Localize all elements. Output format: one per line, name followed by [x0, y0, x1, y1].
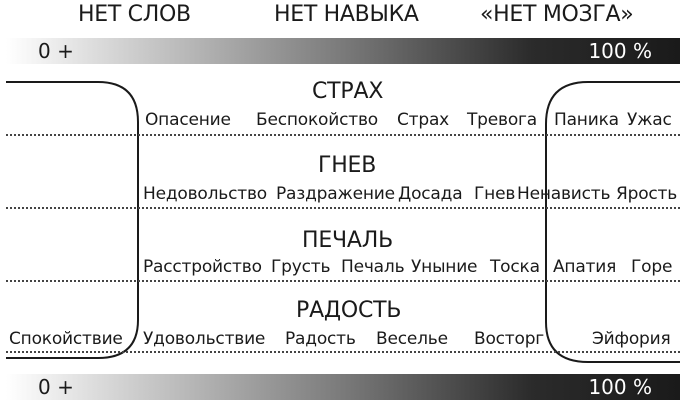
term-anxiety: Тревога: [467, 110, 538, 130]
header-label-no-skill: НЕТ НАВЫКА: [274, 2, 419, 27]
term-grief: Горе: [631, 257, 673, 277]
row-divider-sadness: [6, 280, 680, 282]
header-label-no-brain: «НЕТ МОЗГА»: [480, 2, 634, 27]
term-rage: Ярость: [616, 184, 678, 204]
intensity-scale-bottom: [6, 374, 680, 400]
term-panic: Паника: [554, 110, 619, 130]
term-despondency: Уныние: [411, 257, 478, 277]
term-annoyance: Досада: [398, 184, 463, 204]
group-title-anger: ГНЕВ: [318, 153, 377, 178]
term-hatred: Ненависть: [517, 184, 611, 204]
term-horror: Ужас: [627, 110, 672, 130]
scale-min-label: 0 +: [38, 39, 74, 63]
scale-max-label: 100 %: [588, 39, 652, 63]
term-calm: Спокойствие: [9, 329, 123, 349]
term-euphoria: Эйфория: [592, 329, 671, 349]
term-worry: Беспокойство: [256, 110, 378, 130]
term-displeasure: Недовольство: [143, 184, 267, 204]
term-anger: Гнев: [474, 184, 516, 204]
row-divider-anger: [6, 207, 680, 209]
left-bracket: [6, 82, 138, 358]
scale-max-label-bottom: 100 %: [588, 375, 652, 399]
term-apathy: Апатия: [553, 257, 617, 277]
term-upset: Расстройство: [143, 257, 262, 277]
row-divider-joy: [6, 351, 680, 353]
term-apprehension: Опасение: [145, 110, 231, 130]
term-merriment: Веселье: [376, 329, 448, 349]
header-label-no-words: НЕТ СЛОВ: [78, 2, 191, 27]
row-divider-fear: [6, 134, 680, 136]
term-delight: Восторг: [474, 329, 545, 349]
term-melancholy: Грусть: [271, 257, 331, 277]
group-title-fear: СТРАХ: [312, 79, 384, 104]
term-sadness: Печаль: [341, 257, 405, 277]
term-longing: Тоска: [490, 257, 540, 277]
term-fear: Страх: [397, 110, 450, 130]
term-irritation: Раздражение: [276, 184, 395, 204]
term-joy: Радость: [285, 329, 356, 349]
scale-min-label-bottom: 0 +: [38, 375, 74, 399]
group-title-joy: РАДОСТЬ: [296, 298, 402, 323]
group-title-sadness: ПЕЧАЛЬ: [302, 228, 394, 253]
term-pleasure: Удовольствие: [143, 329, 266, 349]
